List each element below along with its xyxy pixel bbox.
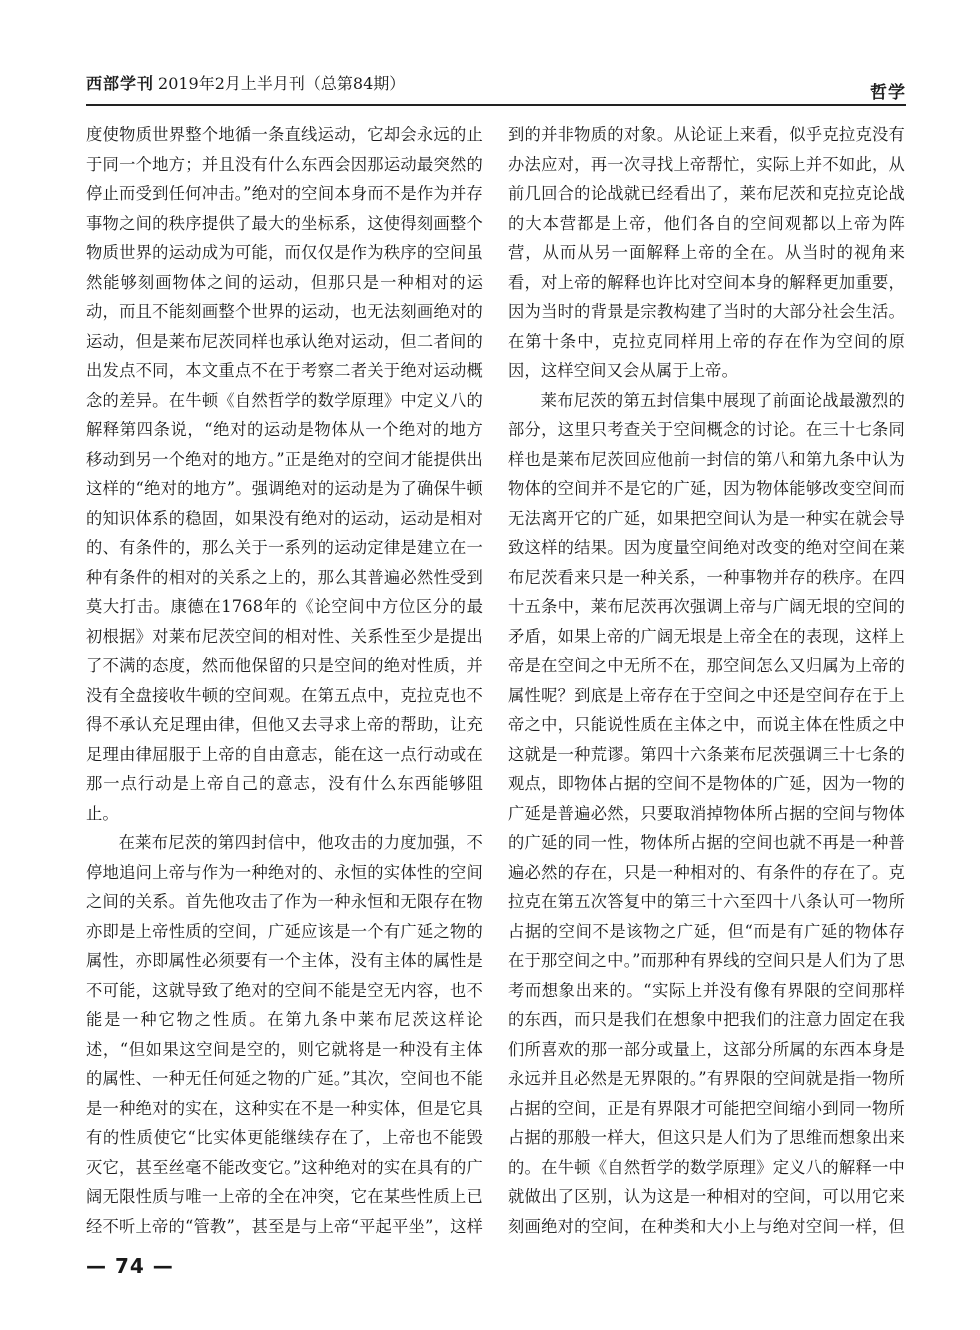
journal-name: 西部学刊 — [86, 74, 155, 93]
running-header — [86, 60, 906, 103]
page-number: — 74 — — [86, 1254, 174, 1278]
right-column — [508, 120, 905, 1242]
paragraph: 到的并非物质的对象。从论证上来看，似乎克拉克没有办法应对，再一次寻找上帝帮忙，实际上并不如此，从前几回合的论战就已经看出了，莱布尼茨和克拉克论战的大本营都是上帝，他们各自的空间观都以上帝为阵营，从而从另一面解释上帝的全在。从当时的视角来看，对上帝的解释也许比对空间本身的解释更加重要，因为当时的背景是宗教构建了当时的大部分社会生活。在第十条中，克拉克同样用上帝的存在作为空间的原因，这样空间又会从属于上帝。 — [508, 125, 905, 380]
section-label: 哲学 — [870, 83, 906, 103]
issue-info: 2019年2月上半月刊（总第84期） — [158, 74, 406, 93]
paragraph: 在莱布尼茨的第四封信中，他攻击的力度加强，不停地追问上帝与作为一种绝对的、永恒的实体性的空间之间的关系。首先他攻击了作为一种永恒和无限存在物亦即是上帝性质的空间，广延应该是一个有广延之物的属性，亦即属性必须要有一个主体，没有主体的属性是不可能，这就导致了绝对的空间不能是空无内容，也不能是一种它物之性质。在第九条中莱布尼茨这样论述，“但如果这空间是空的，则它就将是一种没有主体的属性、一种无任何延之物的广延。”其次，空间也不能是一种绝对的实在，这种实在不是一种实体，但是它具有的性质使它“比实体更能继续存在了，上帝也不能毁灭它，甚至丝毫不能改变它。”这种绝对的实在具有的广阔无限性质与唯一上帝的全在冲突，它在某些性质上已经不听上帝的“管教”，甚至是与上帝“平起平坐”，这样 — [86, 833, 483, 1236]
journal-line — [86, 74, 405, 94]
paragraph: 度使物质世界整个地循一条直线运动，它却会永远的止于同一个地方；并且没有什么东西会因那运动最突然的停止而受到任何冲击。”绝对的空间本身而不是作为并存事物之间的秩序提供了最大的坐标系，这使得刻画整个物质世界的运动成为可能，而仅仅是作为秩序的空间虽然能够刻画物体之间的运动，但那只是一种相对的运动，而且不能刻画整个世界的运动，也无法刻画绝对的运动，但是莱布尼茨同样也承认绝对运动，但二者间的出发点不同，本文重点不在于考察二者关于绝对运动概念的差异。在牛顿《自然哲学的数学原理》中定义八的解释第四条说，“绝对的运动是物体从一个绝对的地方移动到另一个绝对的地方。”正是绝对的空间才能提供出这样的“绝对的地方”。强调绝对的运动是为了确保牛顿的知识体系的稳固，如果没有绝对的运动，运动是相对的、有条件的，那么关于一系列的运动定律是建立在一种有条件的相对的关系之上的，那么其普遍必然性受到莫大打击。康德在1768年的《论空间中方位区分的最初根据》对莱布尼茨空间的相对性、关系性至少是提出了不满的态度，然而他保留的只是空间的绝对性质，并没有全盘接收牛顿的空间观。在第五点中，克拉克也不得不承认充足理由律，但他又去寻求上帝的帮助，让充足理由律屈服于上帝的自由意志，能在这一点行动或在那一点行动是上帝自己的意志，没有什么东西能够阻止。 — [86, 125, 483, 823]
left-column — [86, 120, 483, 1242]
header-rule — [86, 104, 906, 106]
paragraph: 莱布尼茨的第五封信集中展现了前面论战最激烈的部分，这里只考查关于空间概念的讨论。在三十七条同样也是莱布尼茨回应他前一封信的第八和第九条中认为物体的空间并不是它的广延，因为物体能够改变空间而无法离开它的广延，如果把空间认为是一种实在就会导致这样的结果。因为度量空间绝对改变的绝对空间在莱布尼茨看来只是一种关系，一种事物并存的秩序。在四十五条中，莱布尼茨再次强调上帝与广阔无垠的空间的矛盾，如果上帝的广阔无垠是上帝全在的表现，这样上帝是在空间之中无所不在，那空间怎么又归属为上帝的属性呢？到底是上帝存在于空间之中还是空间存在于上帝之中，只能说性质在主体之中，而说主体在性质之中这就是一种荒谬。第四十六条莱布尼茨强调三十七条的观点，即物体占据的空间不是物体的广延，因为一物的广延是普遍必然，只要取消掉物体所占据的空间与物体的广延的同一性，物体所占据的空间也就不再是一种普遍必然的存在，只是一种相对的、有条件的存在了。克拉克在第五次答复中的第三十六至四十八条认可一物所占据的空间不是该物之广延，但“而是有广延的物体存在于那空间之中。”而那种有界线的空间只是人们为了思考而想象出来的。“实际上并没有像有界限的空间那样的东西，而只是我们在想象中把我们的注意力固定在我们所喜欢的那一部分或量上，这部分所属的东西本身是永远并且必然是无界限的。”有界限的空间就是指一物所占据的空间，正是有界限才可能把空间缩小到同一物所占据的那般一样大，但这只是人们为了思维而想象出来的。在牛顿《自然哲学的数学原理》定义八的解释一中就做出了区别，认为这是一种相对的空间，可以用它来刻画绝对的空间，在种类和大小上与绝对空间一样，但 — [508, 390, 905, 1236]
